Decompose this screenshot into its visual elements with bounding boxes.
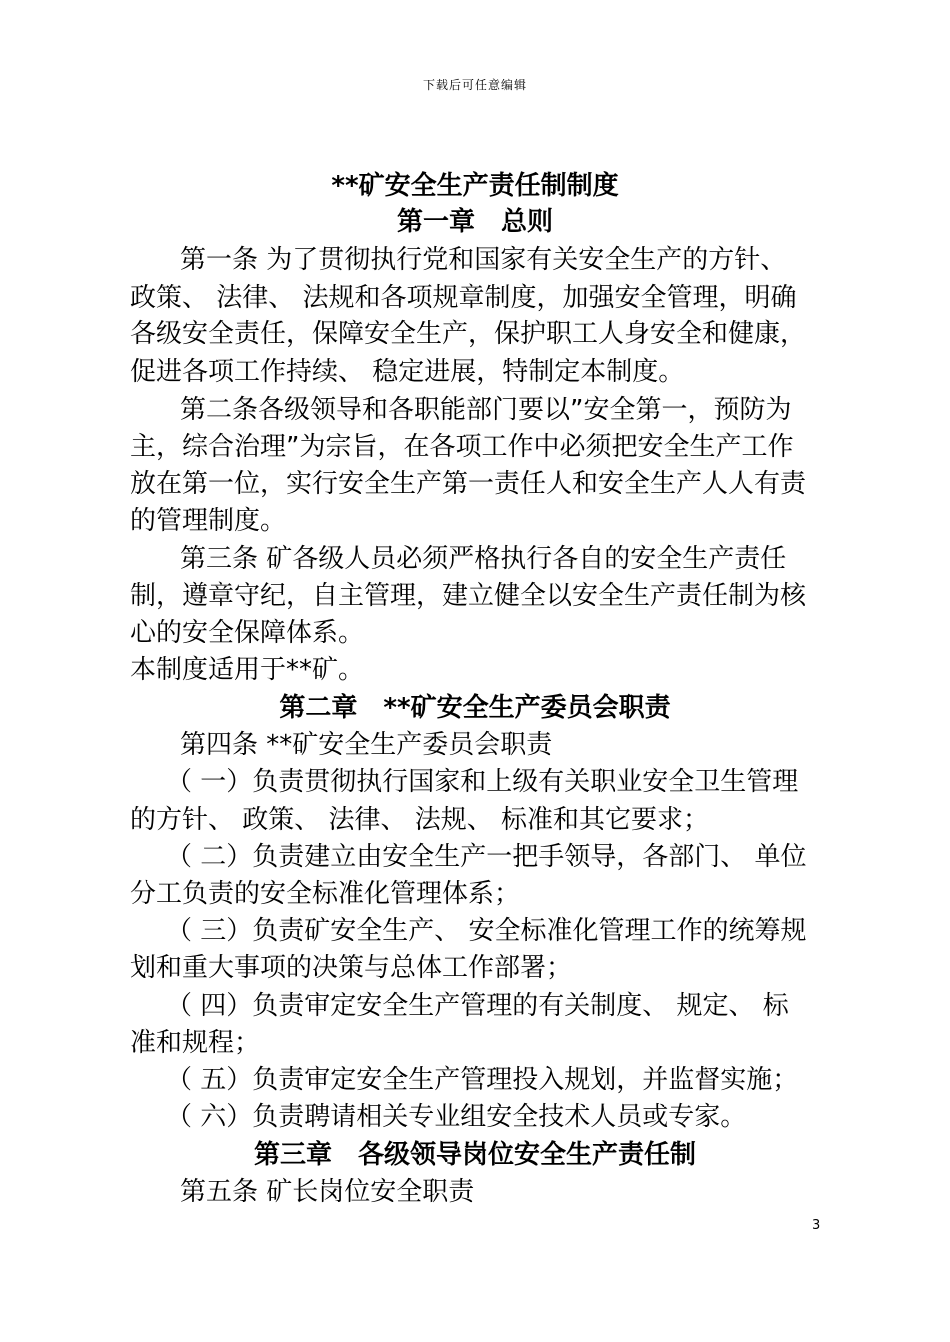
duty-5-line-1: （ 五）负责审定安全生产管理投入规划，并监督实施； [166, 1065, 799, 1095]
duty-3-line-2: 划和重大事项的决策与总体工作部署； [130, 953, 573, 983]
article-5-title: 第五条 矿长岗位安全职责 [180, 1177, 475, 1207]
article-1-line-3: 各级安全责任，保障安全生产，保护职工人身安全和健康， [130, 319, 807, 349]
article-4-title: 第四条 **矿安全生产委员会职责 [180, 730, 553, 760]
article-2-line-1: 第二条各级领导和各职能部门要以”安全第一，预防为 [180, 395, 792, 425]
article-2-line-3: 放在第一位，实行安全生产第一责任人和安全生产人人有责 [130, 469, 807, 499]
chapter-3-title: 第三章 各级领导岗位安全生产责任制 [253, 1140, 696, 1170]
duty-1-line-1: （ 一）负责贯彻执行国家和上级有关职业安全卫生管理 [166, 767, 799, 797]
article-3-line-2: 制，遵章守纪，自主管理，建立健全以安全生产责任制为核 [130, 581, 807, 611]
duty-2-line-1: （ 二）负责建立由安全生产一把手领导，各部门、 单位 [166, 842, 807, 872]
scope-line: 本制度适用于**矿。 [130, 655, 365, 685]
article-1-line-4: 促进各项工作持续、 稳定进展，特制定本制度。 [130, 357, 685, 387]
article-3-line-3: 心的安全保障体系。 [130, 618, 365, 648]
duty-1-line-2: 的方针、 政策、 法律、 法规、 标准和其它要求； [130, 805, 710, 835]
article-2-line-2: 主，综合治理”为宗旨，在各项工作中必须把安全生产工作 [130, 432, 794, 462]
article-1-line-1: 第一条 为了贯彻执行党和国家有关安全生产的方针、 [180, 245, 787, 275]
chapter-1-title: 第一章 总则 [396, 207, 553, 237]
duty-4-line-2: 准和规程； [130, 1028, 261, 1058]
duty-6-line-1: （ 六）负责聘请相关专业组安全技术人员或专家。 [166, 1102, 747, 1132]
duty-4-line-1: （ 四）负责审定安全生产管理的有关制度、 规定、 标 [166, 991, 789, 1021]
chapter-2-title: 第二章 **矿安全生产委员会职责 [279, 693, 671, 723]
header-note: 下载后可任意编辑 [422, 78, 527, 92]
article-2-line-4: 的管理制度。 [130, 506, 287, 536]
page-number: 3 [812, 1218, 821, 1233]
duty-2-line-2: 分工负责的安全标准化管理体系； [130, 879, 521, 909]
article-1-line-2: 政策、 法律、 法规和各项规章制度，加强安全管理，明确 [130, 283, 797, 313]
document-title: **矿安全生产责任制制度 [331, 171, 619, 201]
article-3-line-1: 第三条 矿各级人员必须严格执行各自的安全生产责任 [180, 544, 787, 574]
duty-3-line-1: （ 三）负责矿安全生产、 安全标准化管理工作的统筹规 [166, 916, 807, 946]
